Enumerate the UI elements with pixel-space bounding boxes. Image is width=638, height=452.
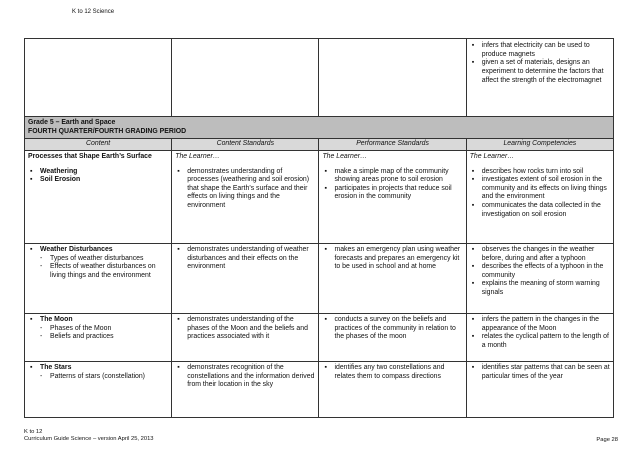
table-cell [172,361,319,417]
column-header-performance: Performance Standards [319,139,466,151]
table-cell [172,313,319,361]
list-item: ▪ The Stars [28,364,168,373]
column-header-content: Content [25,139,172,151]
learner-label: The Learner… [469,152,515,160]
list-item: ▪ demonstrates understanding of the phases of the Moon and the beliefs and practices associated with it [175,316,315,342]
table-cell [319,361,466,417]
sub-item: - Phases of the Moon [40,324,112,332]
table-cell [319,150,466,243]
grade-heading [25,117,614,139]
footer-line: K to 12 [24,429,43,435]
curriculum-table [24,38,614,418]
grade-row [25,117,614,139]
content-title: Processes that Shape Earth’s Surface [28,152,152,160]
table-cell [466,150,613,243]
table-cell [466,313,613,361]
table-cell [466,243,613,313]
sub-item: - Patterns of stars (constellation) [40,372,145,380]
table-cell [25,150,172,243]
column-header-row [25,139,614,151]
page-footer [24,429,154,443]
grading-period: FOURTH QUARTER/FOURTH GRADING PERIOD [28,127,187,135]
table-cell [319,313,466,361]
list-item: ▪ investigates extent of soil erosion in the community and its effects on living things and the environment [470,176,610,202]
list-item: ▪ relates the cyclical pattern to the length of a month [470,333,610,350]
list-item: ▪ identifies star patterns that can be seen at particular times of the year [470,364,610,381]
list-item: ▪ demonstrates understanding of processes (weathering and soil erosion) that shape the Earth’s surface and their effects on living things and the environment [175,168,315,211]
sub-item: - Types of weather disturbances [40,254,144,262]
table-cell [319,243,466,313]
table-cell [172,39,319,117]
sub-item: - Effects of weather disturbances on living things and the environment [40,263,156,279]
table-cell [25,39,172,117]
table-cell [466,361,613,417]
list-item: ▪ Weathering [28,168,168,177]
list-item: ▪ conducts a survey on the beliefs and practices of the community in relation to the phases of the moon [322,316,462,342]
table-row [25,361,614,417]
list-item: ▪ demonstrates recognition of the constellations and the information derived from their location in the sky [175,364,315,390]
table-row [25,39,614,117]
table-cell [172,150,319,243]
table-cell [25,243,172,313]
list-item: ▪ makes an emergency plan using weather forecasts and prepares an emergency kit to be used in school and at home [322,246,462,272]
list-item: ▪ given a set of materials, designs an experiment to determine the factors that affect the strength of the electromagnet [470,59,610,85]
list-item: ▪ describes the effects of a typhoon in the community [470,263,610,280]
grade-title: Grade 5 – Earth and Space [28,119,116,126]
sub-item: - Beliefs and practices [40,333,114,341]
column-header-standards: Content Standards [172,139,319,151]
list-item: ▪ make a simple map of the community showing areas prone to soil erosion [322,168,462,185]
list-item: ▪ infers the pattern in the changes in the appearance of the Moon [470,316,610,333]
list-item: ▪ describes how rocks turn into soil [470,168,610,177]
table-row [25,243,614,313]
list-item: ▪ explains the meaning of storm warning signals [470,280,610,297]
page-number: Page 28 [596,437,618,443]
table-cell [172,243,319,313]
table-cell [466,39,613,117]
list-item: ▪ identifies any two constellations and relates them to compass directions [322,364,462,381]
list-item: ▪ Soil Erosion [28,176,168,185]
table-cell [25,361,172,417]
table-row [25,150,614,243]
page-header: K to 12 Science [72,9,115,15]
footer-version: Curriculum Guide Science – version April 25, 2013 [24,435,154,442]
learner-label: The Learner… [322,152,367,160]
list-item: ▪ participates in projects that reduce soil erosion in the community [322,185,462,202]
column-header-competencies: Learning Competencies [466,139,613,151]
list-item: ▪ observes the changes in the weather before, during and after a typhoon [470,246,610,263]
table-row [25,313,614,361]
list-item: ▪ The Moon [28,316,168,325]
table-cell [25,313,172,361]
list-item: ▪ communicates the data collected in the investigation on soil erosion [470,202,610,219]
list-item: ▪ demonstrates understanding of weather disturbances and their effects on the environment [175,246,315,272]
list-item: ▪ Weather Disturbances [28,246,168,255]
table-cell [319,39,466,117]
learner-label: The Learner… [175,152,220,160]
list-item: ▪ infers that electricity can be used to produce magnets [470,42,610,59]
